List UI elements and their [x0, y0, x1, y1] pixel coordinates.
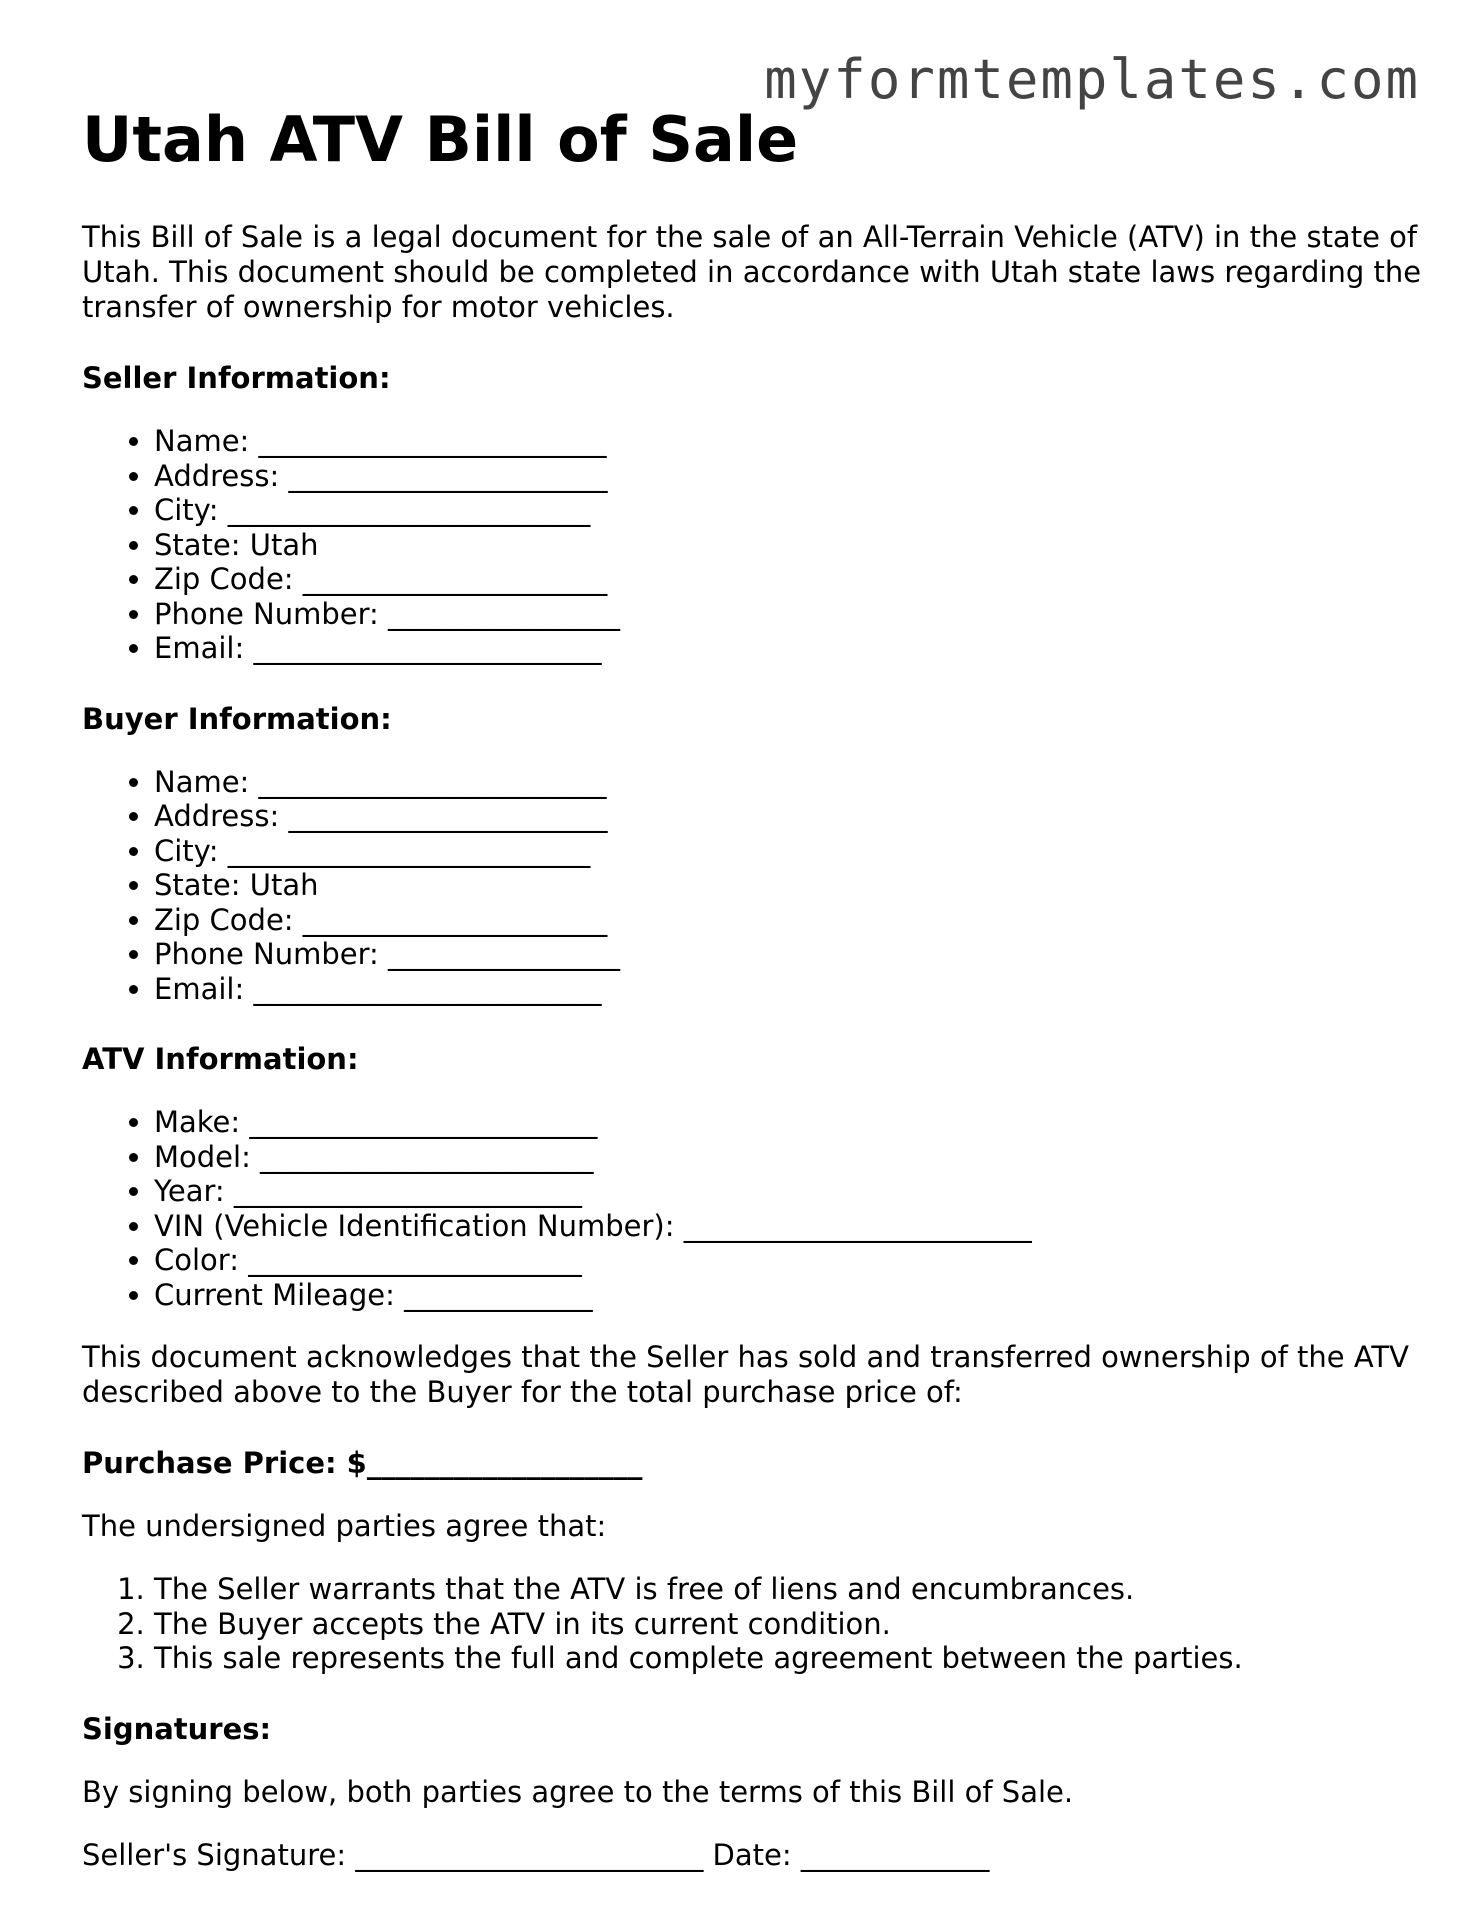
seller-phone-field: • Phone Number: ________________: [154, 597, 1422, 632]
buyer-phone-field: • Phone Number: ________________: [154, 937, 1422, 972]
atv-model-field: • Model: _______________________: [154, 1140, 1422, 1175]
buyer-email-field: • Email: ________________________: [154, 972, 1422, 1007]
document-title: Utah ATV Bill of Sale: [82, 103, 799, 176]
intro-paragraph: This Bill of Sale is a legal document for the sale of an All-Terrain Vehicle (ATV) in the state of Utah. This document should be completed in accordance with Utah state laws regarding the transfer of ownership for motor vehicles.: [82, 220, 1422, 324]
term-item: 1. The Seller warrants that the ATV is free of liens and encumbrances.: [154, 1572, 1422, 1607]
buyer-list: [82, 765, 1422, 1007]
document-body: [82, 100, 1422, 1901]
seller-state-field: • State: Utah: [154, 528, 1422, 563]
signatures-heading: Signatures:: [82, 1711, 272, 1746]
seller-zip-field: • Zip Code: _____________________: [154, 562, 1422, 597]
term-item: 3. This sale represents the full and complete agreement between the parties.: [154, 1641, 1422, 1676]
atv-heading: ATV Information:: [82, 1042, 359, 1076]
atv-make-field: • Make: ________________________: [154, 1105, 1422, 1140]
atv-color-field: • Color: _______________________: [154, 1243, 1422, 1278]
seller-signature-line: Seller's Signature: ________________________ Date: _____________: [82, 1837, 990, 1872]
term-item: 2. The Buyer accepts the ATV in its current condition.: [154, 1607, 1422, 1642]
seller-city-field: • City: _________________________: [154, 493, 1422, 528]
acknowledgement-paragraph: This document acknowledges that the Seller has sold and transferred ownership of the ATV described above to the Buyer for the total purchase price of:: [82, 1340, 1409, 1409]
purchase-price-field: Purchase Price: $___________________: [82, 1446, 643, 1480]
buyer-city-field: • City: _________________________: [154, 834, 1422, 869]
buyer-heading: Buyer Information:: [82, 701, 392, 736]
seller-name-field: • Name: ________________________: [154, 424, 1422, 459]
buyer-address-field: • Address: ______________________: [154, 799, 1422, 834]
buyer-state-field: • State: Utah: [154, 868, 1422, 903]
atv-list: [82, 1105, 1422, 1312]
seller-address-field: • Address: ______________________: [154, 459, 1422, 494]
atv-mileage-field: • Current Mileage: _____________: [154, 1278, 1422, 1313]
seller-heading: Seller Information:: [82, 361, 391, 395]
buyer-name-field: • Name: ________________________: [154, 765, 1422, 800]
atv-year-field: • Year: ________________________: [154, 1174, 1422, 1209]
buyer-zip-field: • Zip Code: _____________________: [154, 903, 1422, 938]
terms-list: [82, 1572, 1422, 1676]
agreement-intro: The undersigned parties agree that:: [82, 1509, 607, 1543]
seller-email-field: • Email: ________________________: [154, 631, 1422, 666]
signatures-statement: By signing below, both parties agree to the terms of this Bill of Sale.: [82, 1774, 1074, 1809]
seller-list: [82, 424, 1422, 666]
atv-vin-field: • VIN (Vehicle Identification Number): ________________________: [154, 1209, 1422, 1244]
watermark: myformtemplates.com: [764, 48, 1420, 111]
